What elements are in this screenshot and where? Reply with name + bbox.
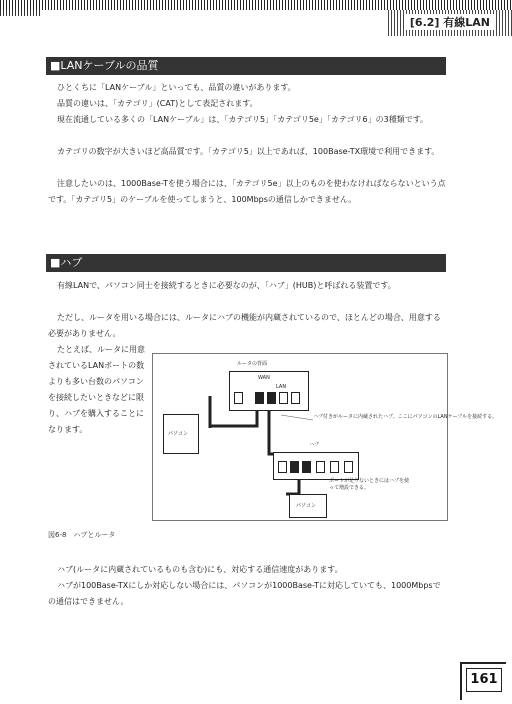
lan-port-icon	[291, 392, 300, 404]
wan-label: WAN	[258, 375, 270, 381]
lan-label: LAN	[276, 384, 287, 390]
paragraph: 注意したいのは、1000Base-Tを使う場合には、「カテゴリ5e」以上のものを使わなければならないという点です。「カテゴリ5」のケーブルを使ってしまうと、100Mbpsの通信しかできません。	[48, 179, 446, 204]
note-builtin-hub: ハブ付きがルータに内蔵されたハブ。ここにパソコンのLANケーブルを接続する。	[313, 414, 498, 420]
wan-port-icon	[234, 392, 243, 404]
paragraph: 品質の違いは、「カテゴリ」(CAT)として表記されます。	[57, 99, 258, 108]
hub-port-icon	[316, 461, 325, 473]
hub-port-icon	[330, 461, 339, 473]
router-label: ルータの背面	[237, 361, 268, 367]
chapter-heading: [6.2] 有線LAN	[406, 14, 494, 30]
hub-port-icon	[302, 461, 311, 473]
paragraph: 現在流通している多くの「LANケーブル」は、「カテゴリ5」「カテゴリ5e」「カテゴリ6」の3種類です。	[57, 115, 429, 124]
header-hatch-left	[0, 10, 40, 16]
hub-label: ハブ	[309, 442, 320, 448]
header-hatch-band	[0, 0, 512, 10]
paragraph: ハブが100Base-TXにしか対応しない場合には、パソコンが1000Base-Tに対応していても、1000Mbpsでの通信はできません。	[48, 581, 441, 606]
page-number: 161	[466, 668, 502, 692]
paragraph: ひとくちに「LANケーブル」といっても、品質の違いがあります。	[57, 83, 296, 92]
hub-box	[273, 452, 359, 480]
paragraph: カテゴリの数字が大きいほど高品質です。「カテゴリ5」以上であれば、100Base-TX環境で利用できます。	[57, 147, 440, 156]
section-title-hub: ■ハブ	[46, 254, 446, 272]
paragraph: ただし、ルータを用いる場合には、ルータにハブの機能が内蔵されているので、ほとんどの場合、用意する必要がありません。	[48, 313, 441, 338]
pc-box	[163, 414, 199, 454]
figure-hub-router	[152, 353, 498, 521]
pc-label-2: パソコン	[296, 503, 316, 509]
pc-box-2	[289, 494, 327, 518]
hub-port-icon	[278, 461, 287, 473]
paragraph-side: たとえば、ルータに用意されているLANポートの数よりも多い台数のパソコンを接続したいときなどに限り、ハブを購入することになります。	[48, 345, 145, 434]
note-add-hub: ポートが足りないときにはハブを使って増設できる。	[329, 478, 410, 491]
figure-caption: 図6-8 ハブとルータ	[48, 531, 116, 539]
lan-port-icon	[255, 392, 264, 404]
section-title-lan-cable: ■LANケーブルの品質	[46, 57, 446, 75]
hub-port-icon	[290, 461, 299, 473]
router-box	[229, 371, 309, 411]
lan-port-icon	[279, 392, 288, 404]
lan-port-icon	[267, 392, 276, 404]
paragraph: 有線LANで、パソコン同士を接続するときに必要なのが、「ハブ」(HUB)と呼ばれる装置です。	[57, 281, 396, 290]
paragraph: ハブ(ルータに内蔵されているものも含む)にも、対応する通信速度があります。	[57, 565, 343, 574]
pc-label: パソコン	[168, 431, 188, 437]
hub-port-icon	[344, 461, 353, 473]
